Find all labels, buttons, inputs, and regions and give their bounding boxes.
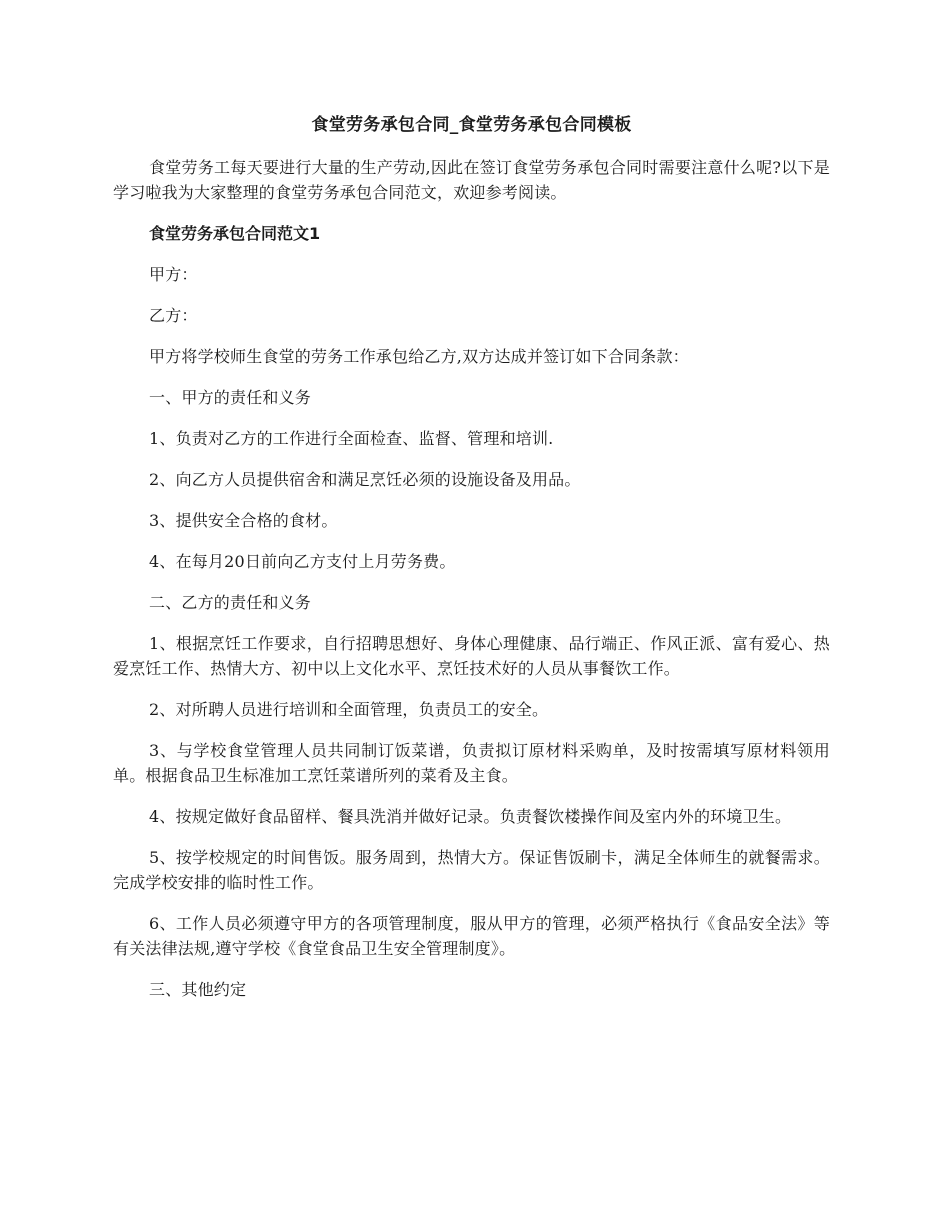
part1-heading: 一、甲方的责任和义务 [149,388,312,407]
part1-item: 1、负责对乙方的工作进行全面检查、监督、管理和培训. [149,429,554,448]
part1-item: 4、在每月20日前向乙方支付上月劳务费。 [149,552,456,571]
part1-item: 3、提供安全合格的食材。 [149,511,338,530]
party-a-line: 甲方： [149,265,198,284]
part1-item: 2、向乙方人员提供宿舍和满足烹饪必须的设施设备及用品。 [149,470,581,489]
part2-item: 4、按规定做好食品留样、餐具洗消并做好记录。负责餐饮楼操作间及室内外的环境卫生。 [149,807,792,826]
part2-heading: 二、乙方的责任和义务 [149,593,312,612]
party-b-line: 乙方： [149,306,198,325]
part2-item: 6、工作人员必须遵守甲方的各项管理制度，服从甲方的管理，必须严格执行《食品安全法》等有关法律法规,遵守学校《食堂食品卫生安全管理制度》。 [113,914,830,958]
part3-heading: 三、其他约定 [149,980,247,999]
part2-item: 3、与学校食堂管理人员共同制订饭菜谱，负责拟订原材料采购单，及时按需填写原材料领用单。根据食品卫生标准加工烹饪菜谱所列的菜肴及主食。 [113,741,830,785]
part2-item: 5、按学校规定的时间售饭。服务周到，热情大方。保证售饭刷卡，满足全体师生的就餐需求。完成学校安排的临时性工作。 [113,848,830,892]
intro-paragraph: 食堂劳务工每天要进行大量的生产劳动,因此在签订食堂劳务承包合同时需要注意什么呢?以下是学习啦我为大家整理的食堂劳务承包合同范文，欢迎参考阅读。 [113,158,830,202]
part2-item: 2、对所聘人员进行培训和全面管理，负责员工的安全。 [149,700,549,719]
preamble-paragraph: 甲方将学校师生食堂的劳务工作承包给乙方,双方达成并签订如下合同条款： [149,347,689,366]
section-heading: 食堂劳务承包合同范文1 [149,224,321,243]
document-title: 食堂劳务承包合同_食堂劳务承包合同模板 [311,115,632,135]
part2-item: 1、根据烹饪工作要求，自行招聘思想好、身体心理健康、品行端正、作风正派、富有爱心、热爱烹饪工作、热情大方、初中以上文化水平、烹饪技术好的人员从事餐饮工作。 [113,634,830,678]
